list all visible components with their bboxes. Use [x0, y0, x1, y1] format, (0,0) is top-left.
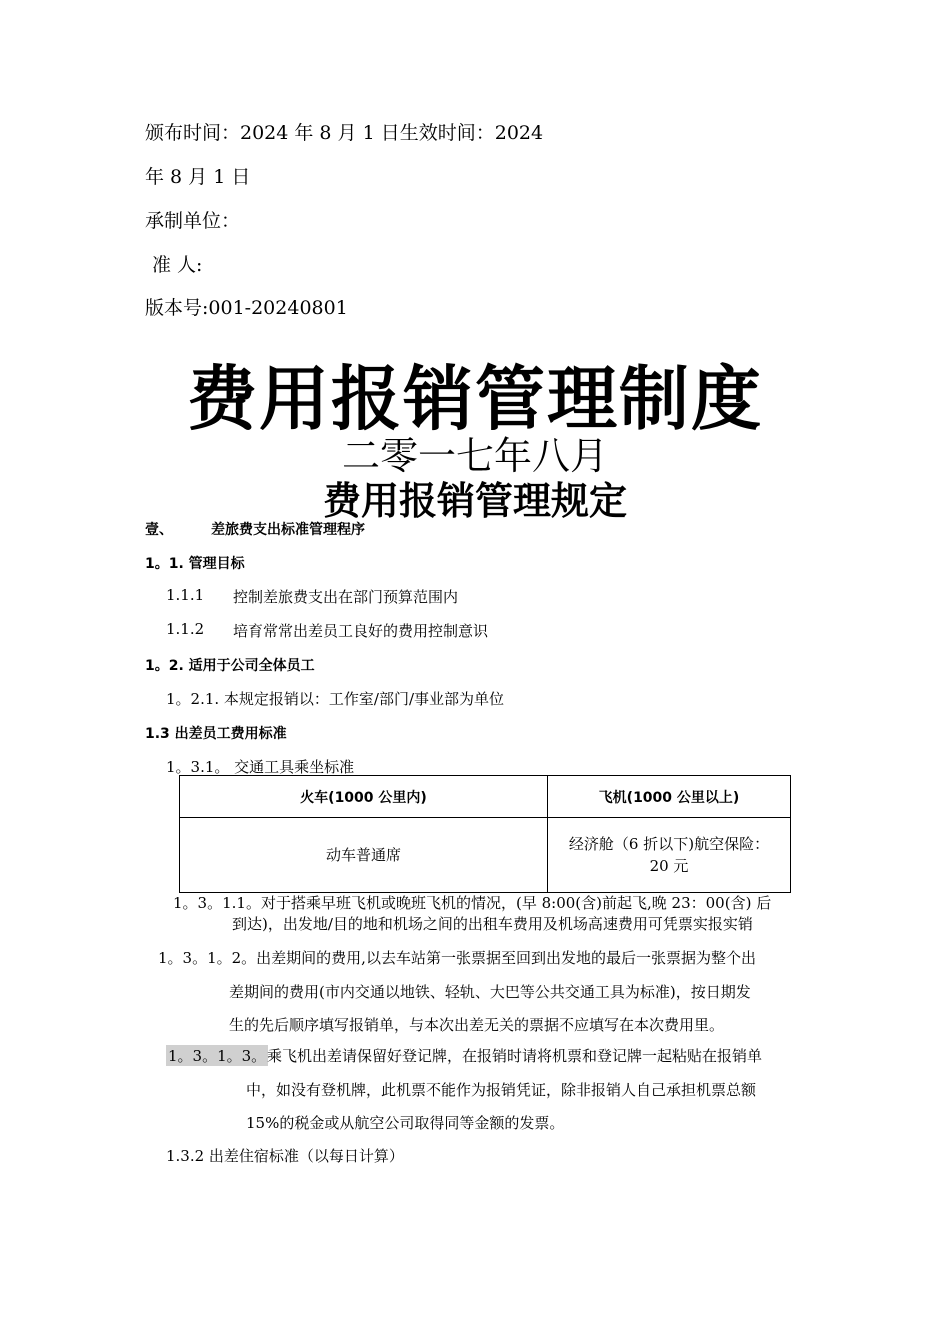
section-title: 差旅费支出标准管理程序 — [211, 522, 365, 538]
para-1-3-1-1-line2: 到达)，出发地/目的地和机场之间的出租车费用及机场高速费用可凭票实报实销 — [232, 915, 753, 933]
issue-date-line-cont: 年 8 月 1 日 — [145, 166, 251, 188]
header-train: 火车(1000 公里内) — [180, 776, 548, 818]
table-row — [180, 818, 791, 893]
cell-plane-line2: 20 元 — [649, 857, 689, 875]
para-1-3-1-1-num: 1。3。1.1。 — [173, 894, 261, 912]
issue-date-line: 颁布时间：2024 年 8 月 1 日生效时间：2024 — [145, 122, 544, 144]
para-1-3-1-2-line2: 差期间的费用(市内交通以地铁、轻轨、大巴等公共交通工具为标准)，按日期发 — [229, 983, 751, 1001]
para-1-3-1-3-line2: 中，如没有登机牌，此机票不能作为报销凭证，除非报销人自己承担机票总额 — [246, 1081, 757, 1099]
table-header-row — [180, 776, 791, 818]
item-1-1-1-text: 控制差旅费支出在部门预算范围内 — [233, 588, 459, 606]
item-1-3-2: 1.3.2 出差住宿标准（以每日计算） — [166, 1147, 404, 1165]
cell-plane — [548, 818, 791, 893]
cell-train: 动车普通席 — [180, 818, 548, 893]
header-plane: 飞机(1000 公里以上) — [548, 776, 791, 818]
heading-1-1: 1。1. 管理目标 — [145, 556, 245, 572]
section-number: 壹、 — [145, 522, 173, 538]
para-1-3-1-3-line3: 15%的税金或从航空公司取得同等金额的发票。 — [246, 1114, 565, 1132]
item-1-2-1: 1。2.1. 本规定报销以：工作室/部门/事业部为单位 — [166, 690, 505, 708]
item-1-1-1-num: 1.1.1 — [166, 586, 205, 604]
unit-label: 承制单位： — [145, 210, 241, 232]
item-1-1-2-num: 1.1.2 — [166, 620, 205, 638]
document-date: 二零一七年八月 — [341, 434, 608, 478]
document-title: 费用报销管理制度 — [187, 358, 763, 440]
para-1-3-1-3-line1: 乘飞机出差请保留好登记牌，在报销时请将机票和登记牌一起粘贴在报销单 — [267, 1047, 763, 1065]
para-1-3-1-1-line1: 对于搭乘早班飞机或晚班飞机的情况，(早 8:00(含)前起飞,晚 23：00(含) 后 — [261, 894, 772, 912]
heading-1-3: 1.3 出差员工费用标准 — [145, 726, 287, 742]
para-1-3-1-3-num: 1。3。1。3。 — [168, 1047, 267, 1065]
item-1-1-2-text: 培育常常出差员工良好的费用控制意识 — [233, 622, 489, 640]
cell-plane-line1: 经济舱（6 折以下)航空保险： — [568, 835, 770, 853]
item-1-3-1: 1。3.1。 交通工具乘坐标准 — [166, 758, 355, 776]
para-1-3-1-2-line1: 1。3。1。2。出差期间的费用,以去车站第一张票据至回到出发地的最后一张票据为整个出 — [158, 949, 756, 967]
transport-standard-table — [179, 775, 791, 893]
heading-1-2: 1。2. 适用于公司全体员工 — [145, 658, 315, 674]
version-label: 版本号:001-20240801 — [145, 297, 348, 319]
document-subtitle: 费用报销管理规定 — [322, 479, 627, 523]
approver-label: 准 人: — [152, 254, 203, 276]
para-1-3-1-2-line3: 生的先后顺序填写报销单，与本次出差无关的票据不应填写在本次费用里。 — [229, 1016, 725, 1034]
